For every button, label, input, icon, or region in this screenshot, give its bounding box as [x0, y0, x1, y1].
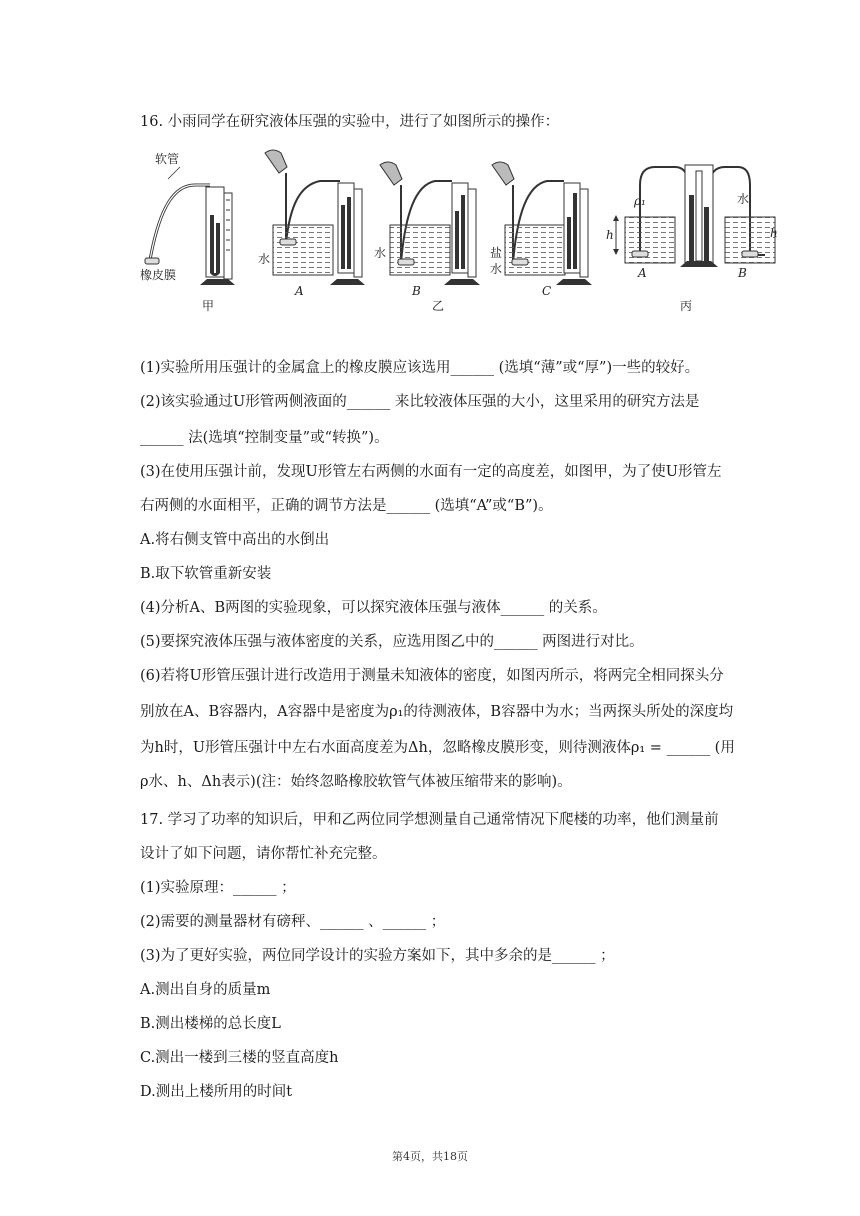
caption-yi: 乙 — [432, 299, 445, 313]
h-label-right: h — [770, 226, 778, 240]
q16-part-6c: 为h时，U形管压强计中左右水面高度差为Δh，忽略橡皮膜形变，则待测液体ρ₁ = ______ (用 — [140, 740, 735, 756]
question-17-intro-a: 17. 学习了功率的知识后，甲和乙两位同学想测量自己通常情况下爬楼的功率，他们测量前 — [140, 812, 719, 828]
water-label-bing: 水 — [737, 192, 750, 206]
h-label-left: h — [606, 228, 614, 242]
q17-option-b: B.测出楼梯的总长度L — [140, 1016, 281, 1032]
hand-icon — [492, 162, 514, 185]
figure-svg — [140, 145, 780, 320]
question-16-intro: 16. 小雨同学在研究液体压强的实验中，进行了如图所示的操作： — [140, 114, 560, 130]
q16-part-6d: ρ水、h、Δh表示)(注：始终忽略橡胶软管气体被压缩带来的影响)。 — [140, 774, 572, 790]
q16-part-3a: (3)在使用压强计前，发现U形管左右两侧的水面有一定的高度差，如图甲，为了使U形管左 — [140, 464, 722, 480]
membrane-probe-icon — [145, 258, 159, 264]
q16-part-1: (1)实验所用压强计的金属盒上的橡皮膜应该选用______ (选填“薄”或“厚”)一些的较好。 — [140, 360, 700, 376]
figure-yi-c — [490, 162, 592, 298]
caption-jia: 甲 — [202, 299, 215, 313]
pressure-gauge-figure — [140, 145, 780, 320]
hand-icon — [265, 150, 287, 173]
brine-label-1: 盐 — [490, 246, 503, 260]
q16-part-2b: ______ 法(选填“控制变量”或“转换”)。 — [140, 430, 389, 446]
figure-yi-b — [374, 162, 480, 313]
label-a: A — [295, 284, 304, 298]
q16-part-6b: 别放在A、B容器内，A容器中是密度为ρ₁的待测液体，B容器中为水；当两探头所处的深度均 — [140, 704, 734, 720]
label-bing-b: B — [738, 266, 747, 280]
q16-option-a: A.将右侧支管中高出的水倒出 — [140, 532, 330, 548]
question-17-intro-b: 设计了如下问题，请你帮忙补充完整。 — [140, 846, 387, 862]
q16-part-2a: (2)该实验通过U形管两侧液面的______ 来比较液体压强的大小，这里采用的研究方法是 — [140, 394, 700, 410]
brine-label-2: 水 — [490, 262, 503, 276]
water-label-b: 水 — [374, 246, 387, 260]
q16-part-6a: (6)若将U形管压强计进行改造用于测量未知液体的密度，如图丙所示，将两完全相同探头分 — [140, 668, 724, 684]
label-b: B — [412, 284, 421, 298]
q17-option-c: C.测出一楼到三楼的竖直高度h — [140, 1050, 339, 1066]
q16-part-3b: 右两侧的水面相平，正确的调节方法是______ (选填“A”或“B”)。 — [140, 498, 553, 514]
label-bing-a: A — [638, 266, 647, 280]
caption-bing: 丙 — [680, 299, 693, 313]
q17-part-3: (3)为了更好实验，两位同学设计的实验方案如下，其中多余的是______ ； — [140, 948, 615, 964]
figure-yi-a — [258, 150, 365, 298]
q16-part-5: (5)要探究液体压强与液体密度的关系，应选用图乙中的______ 两图进行对比。 — [140, 634, 644, 650]
q17-option-a: A.测出自身的质量m — [140, 982, 271, 998]
q17-part-2: (2)需要的测量器材有磅秤、______ 、______ ； — [140, 914, 446, 930]
hose-label: 软管 — [155, 152, 180, 166]
figure-jia — [140, 152, 235, 313]
page-footer: 第4页，共18页 — [392, 1150, 468, 1163]
water-label-a: 水 — [258, 252, 271, 266]
membrane-label: 橡皮膜 — [140, 268, 177, 282]
hand-icon — [380, 162, 402, 185]
figure-bing — [606, 165, 780, 313]
q17-option-d: D.测出上楼所用的时间t — [140, 1084, 293, 1100]
q16-part-4: (4)分析A、B两图的实验现象，可以探究液体压强与液体______ 的关系。 — [140, 600, 607, 616]
q16-option-b: B.取下软管重新安装 — [140, 566, 272, 582]
rho1-label: ρ₁ — [634, 194, 646, 208]
label-c: C — [542, 284, 552, 298]
q17-part-1: (1)实验原理：______ ； — [140, 880, 296, 896]
